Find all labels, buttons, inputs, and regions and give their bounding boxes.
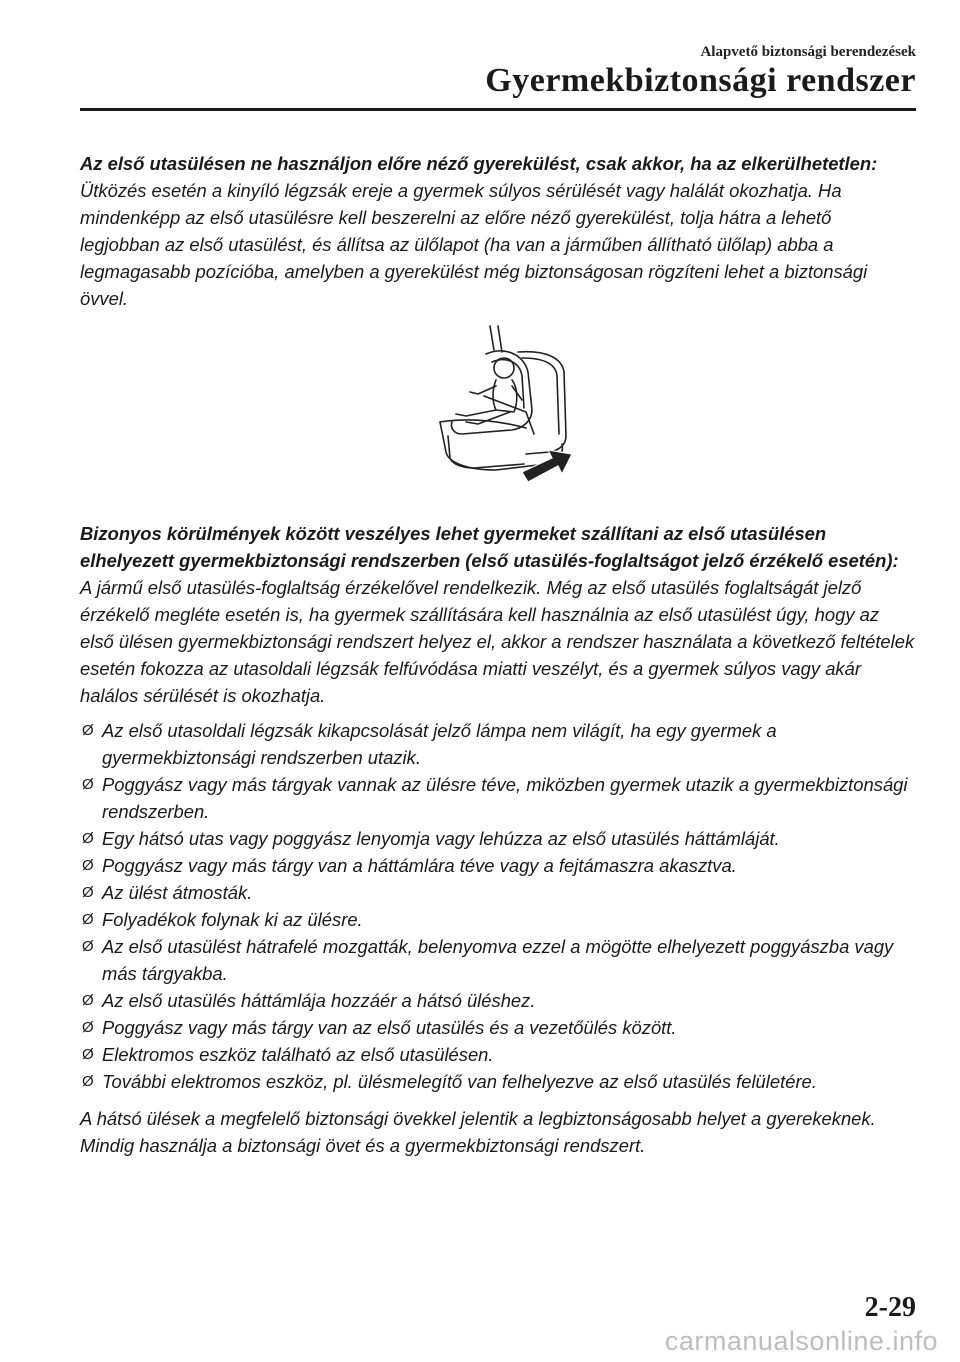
bullet-marker-icon: Ø (82, 938, 94, 955)
page-number: 2-29 (864, 1292, 916, 1323)
bullet-marker-icon: Ø (82, 992, 94, 1009)
bullet-marker-icon: Ø (82, 1019, 94, 1036)
list-item: Ø Az első utasülést hátrafelé mozgatták, belenyomva ezzel a mögötte elhelyezett poggyászba vagy más tárgyakba. (80, 933, 916, 987)
bullet-marker-icon: Ø (82, 722, 94, 739)
condition-list (80, 717, 916, 1095)
list-item: Ø Poggyász vagy más tárgy van az első utasülés és a vezetőülés között. (80, 1014, 916, 1041)
list-item: Ø Elektromos eszköz található az első utasülésen. (80, 1041, 916, 1068)
list-item: Ø További elektromos eszköz, pl. ülésmelegítő van felhelyezve az első utasülés felületére. (80, 1068, 916, 1095)
list-item: Ø Poggyász vagy más tárgyak vannak az ülésre téve, miközben gyermek utazik a gyermekbiztonsági rendszerben. (80, 771, 916, 825)
bullet-marker-icon: Ø (82, 1073, 94, 1090)
list-item: Ø Az első utasoldali légzsák kikapcsolását jelző lámpa nem világít, ha egy gyermek a gyermekbiztonsági rendszerben utazik. (80, 717, 916, 771)
bullet-marker-icon: Ø (82, 911, 94, 928)
warning-body-occupancy-sensor: A jármű első utasülés-foglaltság érzékelővel rendelkezik. Még az első utasülés foglaltságát jelző érzékelő megléte esetén is, ha gyermek szállítására kell használnia az első utasülést úgy, hogy az első ülésen gyermekbiztonsági rendszert helyez el, akkor a rendszer használata a következő feltételek esetén fokozza az utasoldali légzsák felfúvódása miatti veszélyt, és a gyermek súlyos vagy akár halálos sérülését is okozhatja. (80, 577, 915, 706)
bullet-marker-icon: Ø (82, 830, 94, 847)
bullet-marker-icon: Ø (82, 884, 94, 901)
page-title: Gyermekbiztonsági rendszer (485, 62, 916, 99)
list-item: Ø Folyadékok folynak ki az ülésre. (80, 906, 916, 933)
list-item: Ø Poggyász vagy más tárgy van a háttámlára téve vagy a fejtámaszra akasztva. (80, 852, 916, 879)
bullet-marker-icon: Ø (82, 776, 94, 793)
header-divider (80, 108, 916, 111)
warning-heading-front-facing-seat: Az első utasülésen ne használjon előre néző gyerekülést, csak akkor, ha az elkerülhetetlen: (80, 153, 878, 174)
header-section-name: Alapvető biztonsági berendezések (700, 44, 916, 60)
closing-advice: A hátsó ülések a megfelelő biztonsági övekkel jelentik a legbiztonságosabb helyet a gyerekeknek. Mindig használja a biztonsági övet és a gyermekbiztonsági rendszert. (80, 1108, 876, 1156)
bullet-marker-icon: Ø (82, 857, 94, 874)
list-item: Ø Az első utasülés háttámlája hozzáér a hátsó üléshez. (80, 987, 916, 1014)
warning-body-front-facing-seat: Ütközés esetén a kinyíló légzsák ereje a gyermek súlyos sérülését vagy halálát okozhatja. Ha mindenképp az első utasülésre kell beszerelni az előre néző gyerekülést, tolja hátra a lehető legjobban az első utasülést, és állítsa az ülőlapot (ha van a járműben állítható ülőlap) abba a legmagasabb pozícióba, amelyben a gyerekülést még biztonságosan rögzíteni lehet a biztonsági övvel. (80, 180, 868, 309)
watermark: carmanualsonline.info (664, 1326, 938, 1356)
child-seat-illustration-icon (426, 324, 586, 494)
list-item: Ø Az ülést átmosták. (80, 879, 916, 906)
list-item: Ø Egy hátsó utas vagy poggyász lenyomja vagy lehúzza az első utasülés háttámláját. (80, 825, 916, 852)
warning-occupancy-sensor (80, 520, 916, 1159)
main-content (80, 150, 916, 1159)
warning-heading-occupancy-sensor: Bizonyos körülmények között veszélyes lehet gyermeket szállítani az első utasülésen elhelyezett gyermekbiztonsági rendszerben (első utasülés-foglaltságot jelző érzékelő esetén): (80, 523, 899, 571)
child-seat-illustration (426, 324, 586, 494)
bullet-marker-icon: Ø (82, 1046, 94, 1063)
